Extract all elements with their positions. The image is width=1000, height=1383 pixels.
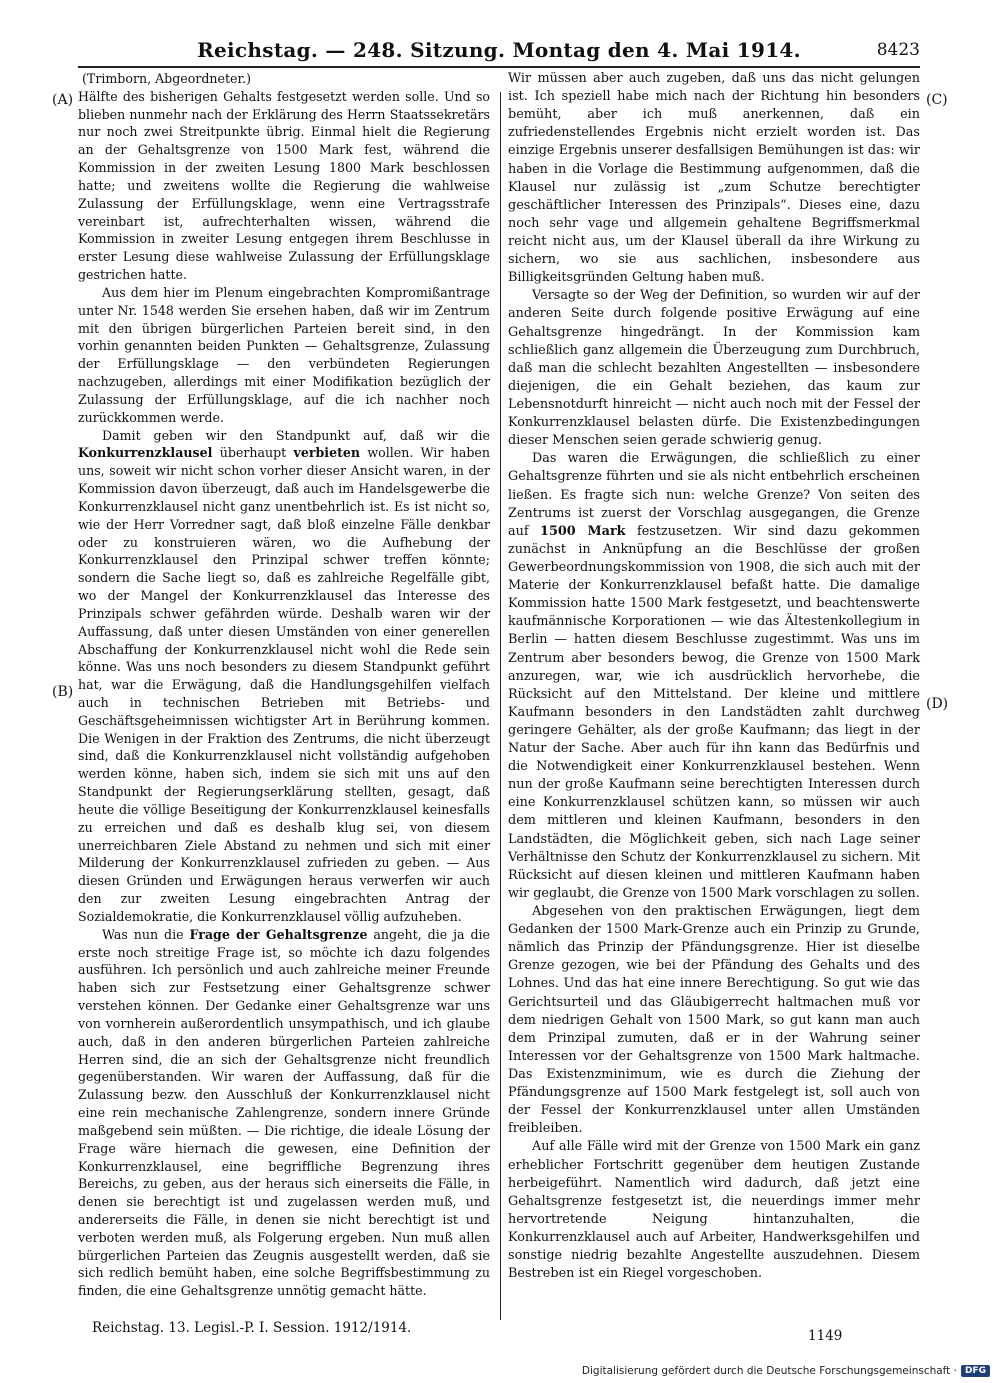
dfg-logo-icon: DFG — [961, 1365, 990, 1377]
column-divider — [500, 92, 501, 1320]
digitization-credit — [582, 1365, 990, 1377]
header-rule — [78, 66, 920, 68]
paragraph: Was nun die Frage der Gehaltsgrenze angeht, die ja die erste noch streitige Frage ist, so möchte ich dazu folgendes ausführen. Ich persönlich und auch zahlreiche meiner Freunde haben sich zur Festsetzung einer Gehaltsgrenze schwer verstehen können. Der Gedanke einer Gehaltsgrenze war uns von vornherein außerordentlich unsympathisch, und ich glaube auch, daß in den anderen bürgerlichen Parteien zahlreiche Herren sind, die an sich der Gehaltsgrenze nicht freundlich gegenüberstanden. Wir waren der Auffassung, daß für die Zulassung bezw. den Ausschluß der Konkurrenzklausel nicht eine rein mechanische Zahlengrenze, sondern innere Gründe maßgebend sein müßten. — Die richtige, die ideale Lösung der Frage wäre hiernach die gewesen, eine Definition der Konkurrenzklausel, eine begriffliche Begrenzung ihres Bereichs, zu geben, aus der heraus sich einerseits die Fälle, in denen sie berechtigt ist und zugelassen werden muß, und andererseits die Fälle, in denen sie nicht berechtigt ist und verboten werden muß, als Folgerung ergeben. Nun muß allen bürgerlichen Parteien das Zeugnis ausgestellt werden, daß sie sich redlich bemüht haben, eine solche Begriffsbestimmung zu finden, die eine Gehaltsgrenze unnötig gemacht hätte. — [78, 926, 490, 1299]
paragraph: Wir müssen aber auch zugeben, daß uns das nicht gelungen ist. Ich speziell habe mich nach der Richtung hin besonders bemüht, aber ich muß anerkennen, daß ein zufriedenstellendes Ergebnis nicht erzielt worden ist. Das einzige Ergebnis unserer desfallsigen Bemühungen ist das: wir haben in die Vorlage die Bestimmung aufgenommen, daß die Klausel nur zulässig ist „zum Schutze berechtigter geschäftlicher Interessen des Prinzipals“. Dieses eine, dazu noch sehr vage und allgemein gehaltene Begriffsmerkmal reicht nicht aus, um der Klausel überall da ihre Wirkung zu sichern, wo sie aus sachlichen, insbesondere aus Billigkeitsgründen Geltung haben muß. — [508, 71, 920, 286]
right-column — [508, 70, 920, 1283]
margin-marker-d: (D) — [926, 696, 949, 712]
emphasis-verbieten: verbieten — [293, 445, 361, 461]
emphasis-konkurrenzklausel: Konkurrenzklausel — [78, 445, 213, 461]
speaker-note: (Trimborn, Abgeordneter.) — [82, 71, 252, 86]
paragraph: Auf alle Fälle wird mit der Grenze von 1500 Mark ein ganz erheblicher Fortschritt gegenüber dem heutigen Zustande herbeigeführt. Namentlich wird dadurch, daß jetzt eine Gehaltsgrenze festgesetzt ist, die neuerdings immer mehr hervortretende Neigung hintanzuhalten, die Konkurrenzklausel auch auf Arbeiter, Handwerksgehilfen und sonstige niedrig bezahlte Angestellte auszudehnen. Diesem Bestreben ist ein Riegel vorgeschoben. — [508, 1139, 920, 1282]
credit-text: Digitalisierung gefördert durch die Deutsche Forschungsgemeinschaft · — [581, 1365, 957, 1377]
paragraph: Das waren die Erwägungen, die schließlich zu einer Gehaltsgrenze führten und sie als nicht entbehrlich erscheinen ließen. Es fragte sich nun: welche Grenze? Von seiten des Zentrums ist zuerst der Vorschlag ausgegangen, die Grenze auf 1500 Mark festzusetzen. Wir sind dazu gekommen zunächst in Anknüpfung an die Beschlüsse der großen Gewerbeordnungskommission von 1908, die sich auch mit der Materie der Konkurrenzklausel befaßt hatte. Die damalige Kommission hatte 1500 Mark festgesetzt, und beachtenswerte kaufmännische Korporationen — wie das Ältestenkollegium in Berlin — hatten diesem Beschlusse zugestimmt. Was uns im Zentrum aber besonders bewog, die Grenze von 1500 Mark anzuregen, war, wie ich ausdrücklich hervorhebe, die Rücksicht auf den Mittelstand. Der kleine und mittlere Kaufmann besonders in den Landstädten zahlt durchweg geringere Gehälter, als der große Kaufmann; das liegt in der Natur der Sache. Aber auch für ihn kann das Bedürfnis und die Notwendigkeit einer Konkurrenzklausel bestehen. Wenn nun der große Kaufmann seine berechtigten Interessen durch eine Konkurrenzklausel schützen kann, so müssen wir auch dem mittleren und kleinen Kaufmann, besonders in den Landstädten, die Möglichkeit geben, sich nach Lage seiner Verhältnisse den Schutz der Konkurrenzklausel zu sichern. Mit Rücksicht auf diesen kleinen und mittleren Kaufmann haben wir geglaubt, die Grenze von 1500 Mark vorschlagen zu sollen. — [508, 451, 920, 901]
left-column — [78, 70, 490, 1300]
paragraph: Damit geben wir den Standpunkt auf, daß wir die Konkurrenzklausel überhaupt verbieten wollen. Wir haben uns, soweit wir nicht schon vorher dieser Ansicht waren, in der Kommission davon überzeugt, daß auch im Handelsgewerbe die Konkurrenzklausel nicht ganz unentbehrlich ist. Es ist nicht so, wie der Herr Vorredner sagt, daß bloß einzelne Fälle denkbar oder zu konstruieren wären, wo die Aufhebung der Konkurrenzklausel den Prinzipal schwer treffen könnte; sondern die Sache liegt so, daß es zahlreiche Regelfälle gibt, wo der Mangel der Konkurrenzklausel das Interesse des Prinzipals schwer gefährden würde. Deshalb waren wir der Auffassung, daß unter diesen Umständen von einer generellen Abschaffung der Konkurrenzklausel nicht wohl die Rede sein könne. Was uns noch besonders zu diesem Standpunkt geführt hat, war die Erwägung, daß die Handlungsgehilfen vielfach auch in technischen Betrieben mit Betriebs- und Geschäftsgeheimnissen wichtigster Art in Berührung kommen. Die Wenigen in der Fraktion des Zentrums, die nicht überzeugt sind, daß die Konkurrenzklausel nicht vollständig aufgehoben werden könne, haben sich, indem sie sich mit uns auf den Standpunkt der Regierungserklärung stellten, gesagt, daß heute die völlige Beseitigung der Konkurrenzklausel keinesfalls zu erreichen und daß es deshalb klug sei, von diesem unerreichbaren Ziele Abstand zu nehmen und sich mit einer Milderung der Konkurrenzklausel zufrieden zu geben. — Aus diesen Gründen und Erwägungen heraus verwerfen wir auch den zur zweiten Lesung eingebrachten Antrag der Sozialdemokratie, die Konkurrenzklausel völlig aufzuheben. — [78, 427, 490, 924]
paragraph: Versagte so der Weg der Definition, so wurden wir auf der anderen Seite durch folgende positive Erwägung auf eine Gehaltsgrenze hingedrängt. In der Kommission kam schließlich ganz allgemein die Überzeugung zum Durchbruch, daß man die schlecht bezahlten Angestellten — insbesondere diejenigen, die ein Gehalt beziehen, das kaum zur Lebensnotdurft hinreicht — nicht auch noch mit der Fessel der Konkurrenzklausel belasten dürfe. Die Existenzbedingungen dieser Menschen seien gerade schwierig genug. — [508, 288, 920, 449]
running-title: Reichstag. — 248. Sitzung. Montag den 4. Mai 1914. — [197, 38, 801, 62]
emphasis-gehaltsgrenze: Frage der Gehaltsgrenze — [189, 926, 368, 942]
paragraph: Abgesehen von den praktischen Erwägungen, liegt dem Gedanken der 1500 Mark-Grenze auch ein Prinzip zu Grunde, nämlich das Prinzip der Pfändungsgrenze. Hier ist dieselbe Grenze gezogen, wie bei der Pfändung des Gehalts und des Lohnes. Und das hat eine innere Berechtigung. So gut wie das Gerichtsurteil und das Gläubigerrecht haltmachen muß vor dem niedrigen Gehalt von 1500 Mark, so gut kann man auch dem Prinzipal zumuten, daß er in der Wahrung seiner Interessen vor der Gehaltsgrenze von 1500 Mark haltmache. Das Existenzminimum, wie es durch die Ziehung der Pfändungsgrenze auf 1500 Mark festgelegt ist, soll auch von der Fessel der Konkurrenzklausel unter allen Umständen freibleiben. — [508, 904, 920, 1137]
footer-session: Reichstag. 13. Legisl.-P. I. Session. 1912/1914. — [92, 1320, 412, 1336]
margin-marker-a: (A) — [52, 92, 74, 108]
page-header — [78, 38, 920, 64]
paragraph: Aus dem hier im Plenum eingebrachten Kompromißantrage unter Nr. 1548 werden Sie ersehen haben, daß wir im Zentrum mit den übrigen bürgerlichen Parteien bereit sind, in den vorhin genannten beiden Punkten — Gehaltsgrenze, Zulassung der Erfüllungsklage — den verbündeten Regierungen nachzugeben, allerdings mit einer Modifikation bezüglich der Zulassung der Erfüllungsklage, auf die ich nachher noch zurückkommen werde. — [78, 284, 490, 425]
margin-marker-c: (C) — [926, 92, 948, 108]
paragraph: Hälfte des bisherigen Gehalts festgesetzt werden solle. Und so blieben nunmehr nach der Erklärung des Herrn Staatssekretärs nur noch zwei Streitpunkte übrig. Einmal hielt die Regierung an der Gehaltsgrenze von 1500 Mark fest, während die Kommission in der zweiten Lesung 1800 Mark beschlossen hatte; und zweitens wollte die Regierung die wahlweise Zulassung der Erfüllungsklage, wenn eine Vertragsstrafe vereinbart ist, aufrechterhalten wissen, während die Kommission in zweiter Lesung entgegen ihrem Beschlusse in erster Lesung diese wahlweise Zulassung der Erfüllungsklage gestrichen hatte. — [78, 88, 490, 283]
margin-marker-b: (B) — [52, 684, 74, 700]
emphasis-1500-mark: 1500 Mark — [540, 523, 626, 539]
page-number: 8423 — [876, 40, 920, 60]
footer-sheet-number: 1149 — [808, 1328, 843, 1344]
